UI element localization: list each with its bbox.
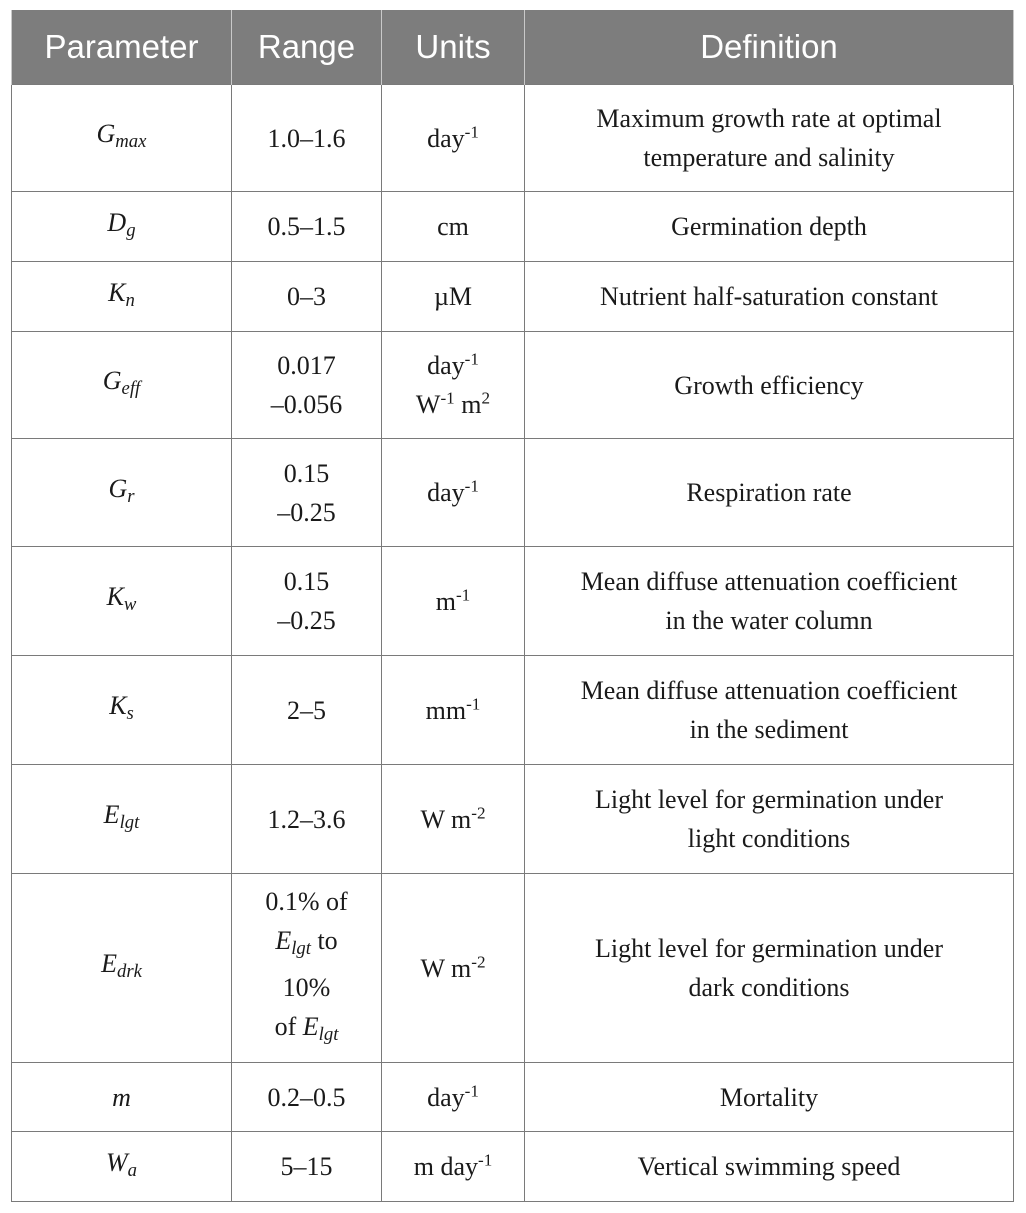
cell-range [232, 192, 382, 262]
parameter-subscript: eff [121, 378, 141, 400]
range-line: –0.25 [277, 497, 336, 527]
table-row [12, 85, 1014, 192]
cell-range [232, 547, 382, 656]
cell-parameter [12, 332, 232, 439]
parameter-symbol: $G_r$ [108, 473, 135, 508]
cell-range [232, 262, 382, 332]
header-parameter: Parameter [12, 10, 232, 85]
parameter-symbol: $K_n$ [108, 277, 135, 312]
cell-units [382, 656, 525, 765]
units-line: day$^{-1}$ [427, 122, 479, 153]
range-line: 0.15 [283, 567, 330, 596]
cell-units [382, 1063, 525, 1132]
parameter-subscript: r [127, 486, 135, 508]
units-line: day$^{-1}$ [427, 349, 479, 380]
units-line: cm [437, 212, 469, 241]
units-line: $m^{-1}$ [435, 585, 471, 616]
cell-definition [525, 85, 1014, 192]
definition-line: in the sediment [689, 715, 849, 744]
cell-units [382, 85, 525, 192]
cell-units [382, 874, 525, 1063]
cell-range [232, 874, 382, 1063]
units-exponent: -1 [477, 1150, 493, 1170]
parameter-symbol: $D_g$ [107, 207, 136, 242]
table-row [12, 1132, 1014, 1202]
parameter-table [11, 10, 1014, 1202]
cell-range [232, 439, 382, 547]
table-row [12, 547, 1014, 656]
parameter-table-container [11, 10, 1014, 1202]
header-units: Units [382, 10, 525, 85]
units-exponent: -1 [464, 1081, 479, 1101]
table-row [12, 656, 1014, 765]
parameter-subscript: s [126, 703, 134, 725]
range-line: 0.1% of [265, 886, 348, 916]
parameter-subscript: lgt [119, 812, 140, 834]
units-line: m day$^{-1}$ [413, 1150, 493, 1181]
parameter-symbol: $E_{lgt}$ [302, 1012, 339, 1046]
units-line: $mm^{-1}$ [425, 694, 481, 725]
range-line: 1.2–3.6 [267, 804, 346, 834]
units-line: W $m^{-2}$ [420, 952, 486, 983]
cell-range [232, 1063, 382, 1132]
cell-definition [525, 332, 1014, 439]
cell-definition [525, 262, 1014, 332]
units-exponent: -1 [464, 349, 479, 369]
cell-definition [525, 874, 1014, 1063]
definition-line: Nutrient half-saturation constant [600, 282, 938, 311]
parameter-symbol: $E_{drk}$ [101, 949, 142, 983]
cell-parameter [12, 656, 232, 765]
units-line: day$^{-1}$ [427, 1081, 479, 1112]
table-row [12, 1063, 1014, 1132]
cell-parameter [12, 262, 232, 332]
range-line: 1.0–1.6 [267, 123, 346, 153]
definition-line: Mean diffuse attenuation coefficient [580, 567, 958, 596]
cell-units [382, 765, 525, 874]
cell-parameter [12, 874, 232, 1063]
range-line: $E_{lgt}$ to [275, 925, 338, 959]
range-line: –0.056 [270, 390, 343, 419]
cell-definition [525, 1063, 1014, 1132]
cell-units [382, 547, 525, 656]
cell-definition [525, 439, 1014, 547]
units-exponent: -2 [471, 952, 486, 972]
units-exponent: -1 [464, 476, 479, 496]
cell-parameter [12, 1063, 232, 1132]
parameter-subscript: a [127, 1160, 138, 1182]
cell-definition [525, 656, 1014, 765]
parameter-symbol: $G_{eff}$ [102, 366, 141, 400]
definition-line: Mean diffuse attenuation coefficient [580, 676, 958, 705]
table-row [12, 874, 1014, 1063]
definition-line: Vertical swimming speed [637, 1152, 901, 1181]
table-row [12, 765, 1014, 874]
range-line: 5–15 [280, 1152, 333, 1181]
table-row [12, 332, 1014, 439]
range-line: 2–5 [287, 695, 326, 725]
cell-parameter [12, 765, 232, 874]
cell-range [232, 85, 382, 192]
cell-parameter [12, 547, 232, 656]
units-line: $W^{-1}$ $m^2$ [415, 388, 491, 419]
cell-parameter [12, 192, 232, 262]
parameter-subscript: lgt [291, 938, 311, 959]
definition-line: Light level for germination under [594, 785, 943, 814]
units-line: W $m^{-2}$ [420, 803, 486, 834]
range-line: –0.25 [277, 606, 336, 635]
cell-units [382, 1132, 525, 1202]
table-row [12, 262, 1014, 332]
cell-definition [525, 192, 1014, 262]
units-exponent: -1 [455, 585, 471, 605]
parameter-symbol: $G_{max}$ [96, 119, 147, 153]
range-line: 0.017 [277, 351, 336, 380]
units-exponent: 2 [481, 388, 491, 408]
range-line: of $E_{lgt}$ [274, 1012, 339, 1046]
parameter-symbol: m [112, 1082, 131, 1112]
header-definition: Definition [525, 10, 1014, 85]
units-exponent: -1 [464, 122, 479, 142]
definition-line: Respiration rate [686, 478, 852, 507]
parameter-subscript: drk [116, 961, 142, 983]
cell-range [232, 332, 382, 439]
cell-parameter [12, 439, 232, 547]
cell-definition [525, 1132, 1014, 1202]
cell-units [382, 332, 525, 439]
cell-parameter [12, 1132, 232, 1202]
units-exponent: -2 [471, 803, 486, 823]
definition-line: Maximum growth rate at optimal [596, 104, 942, 133]
definition-line: in the water column [665, 606, 873, 635]
table-header-row [12, 10, 1014, 85]
range-line: 0.2–0.5 [267, 1082, 346, 1112]
table-row [12, 192, 1014, 262]
parameter-symbol: $K_w$ [106, 582, 137, 616]
definition-line: dark conditions [688, 973, 850, 1002]
definition-line: light conditions [687, 824, 851, 853]
range-line: 0–3 [287, 282, 326, 311]
cell-units [382, 192, 525, 262]
table-body [12, 85, 1014, 1202]
cell-parameter [12, 85, 232, 192]
cell-range [232, 765, 382, 874]
definition-line: Mortality [719, 1082, 819, 1112]
parameter-subscript: g [126, 220, 136, 242]
cell-definition [525, 765, 1014, 874]
parameter-symbol: $K_s$ [109, 691, 134, 725]
cell-definition [525, 547, 1014, 656]
definition-line: Germination depth [671, 212, 867, 241]
parameter-subscript: lgt [318, 1024, 339, 1046]
table-row [12, 439, 1014, 547]
definition-line: Light level for germination under [594, 934, 943, 963]
range-line: 0.5–1.5 [267, 212, 346, 241]
units-line: µM [433, 282, 473, 311]
header-range: Range [232, 10, 382, 85]
parameter-subscript: max [115, 131, 147, 153]
definition-line: Growth efficiency [674, 370, 864, 400]
units-line: day$^{-1}$ [427, 476, 479, 507]
units-exponent: -1 [440, 388, 455, 408]
range-line: 10% [282, 973, 331, 1002]
parameter-symbol: $E_{lgt}$ [103, 800, 140, 834]
parameter-subscript: w [123, 594, 137, 616]
cell-range [232, 1132, 382, 1202]
range-line: 0.15 [283, 458, 330, 488]
cell-range [232, 656, 382, 765]
parameter-subscript: n [125, 290, 135, 312]
definition-line: temperature and salinity [643, 143, 895, 172]
parameter-symbol: $E_{lgt}$ [275, 925, 311, 959]
parameter-symbol: $W_a$ [105, 1147, 138, 1182]
cell-units [382, 439, 525, 547]
cell-units [382, 262, 525, 332]
units-exponent: -1 [466, 694, 481, 714]
